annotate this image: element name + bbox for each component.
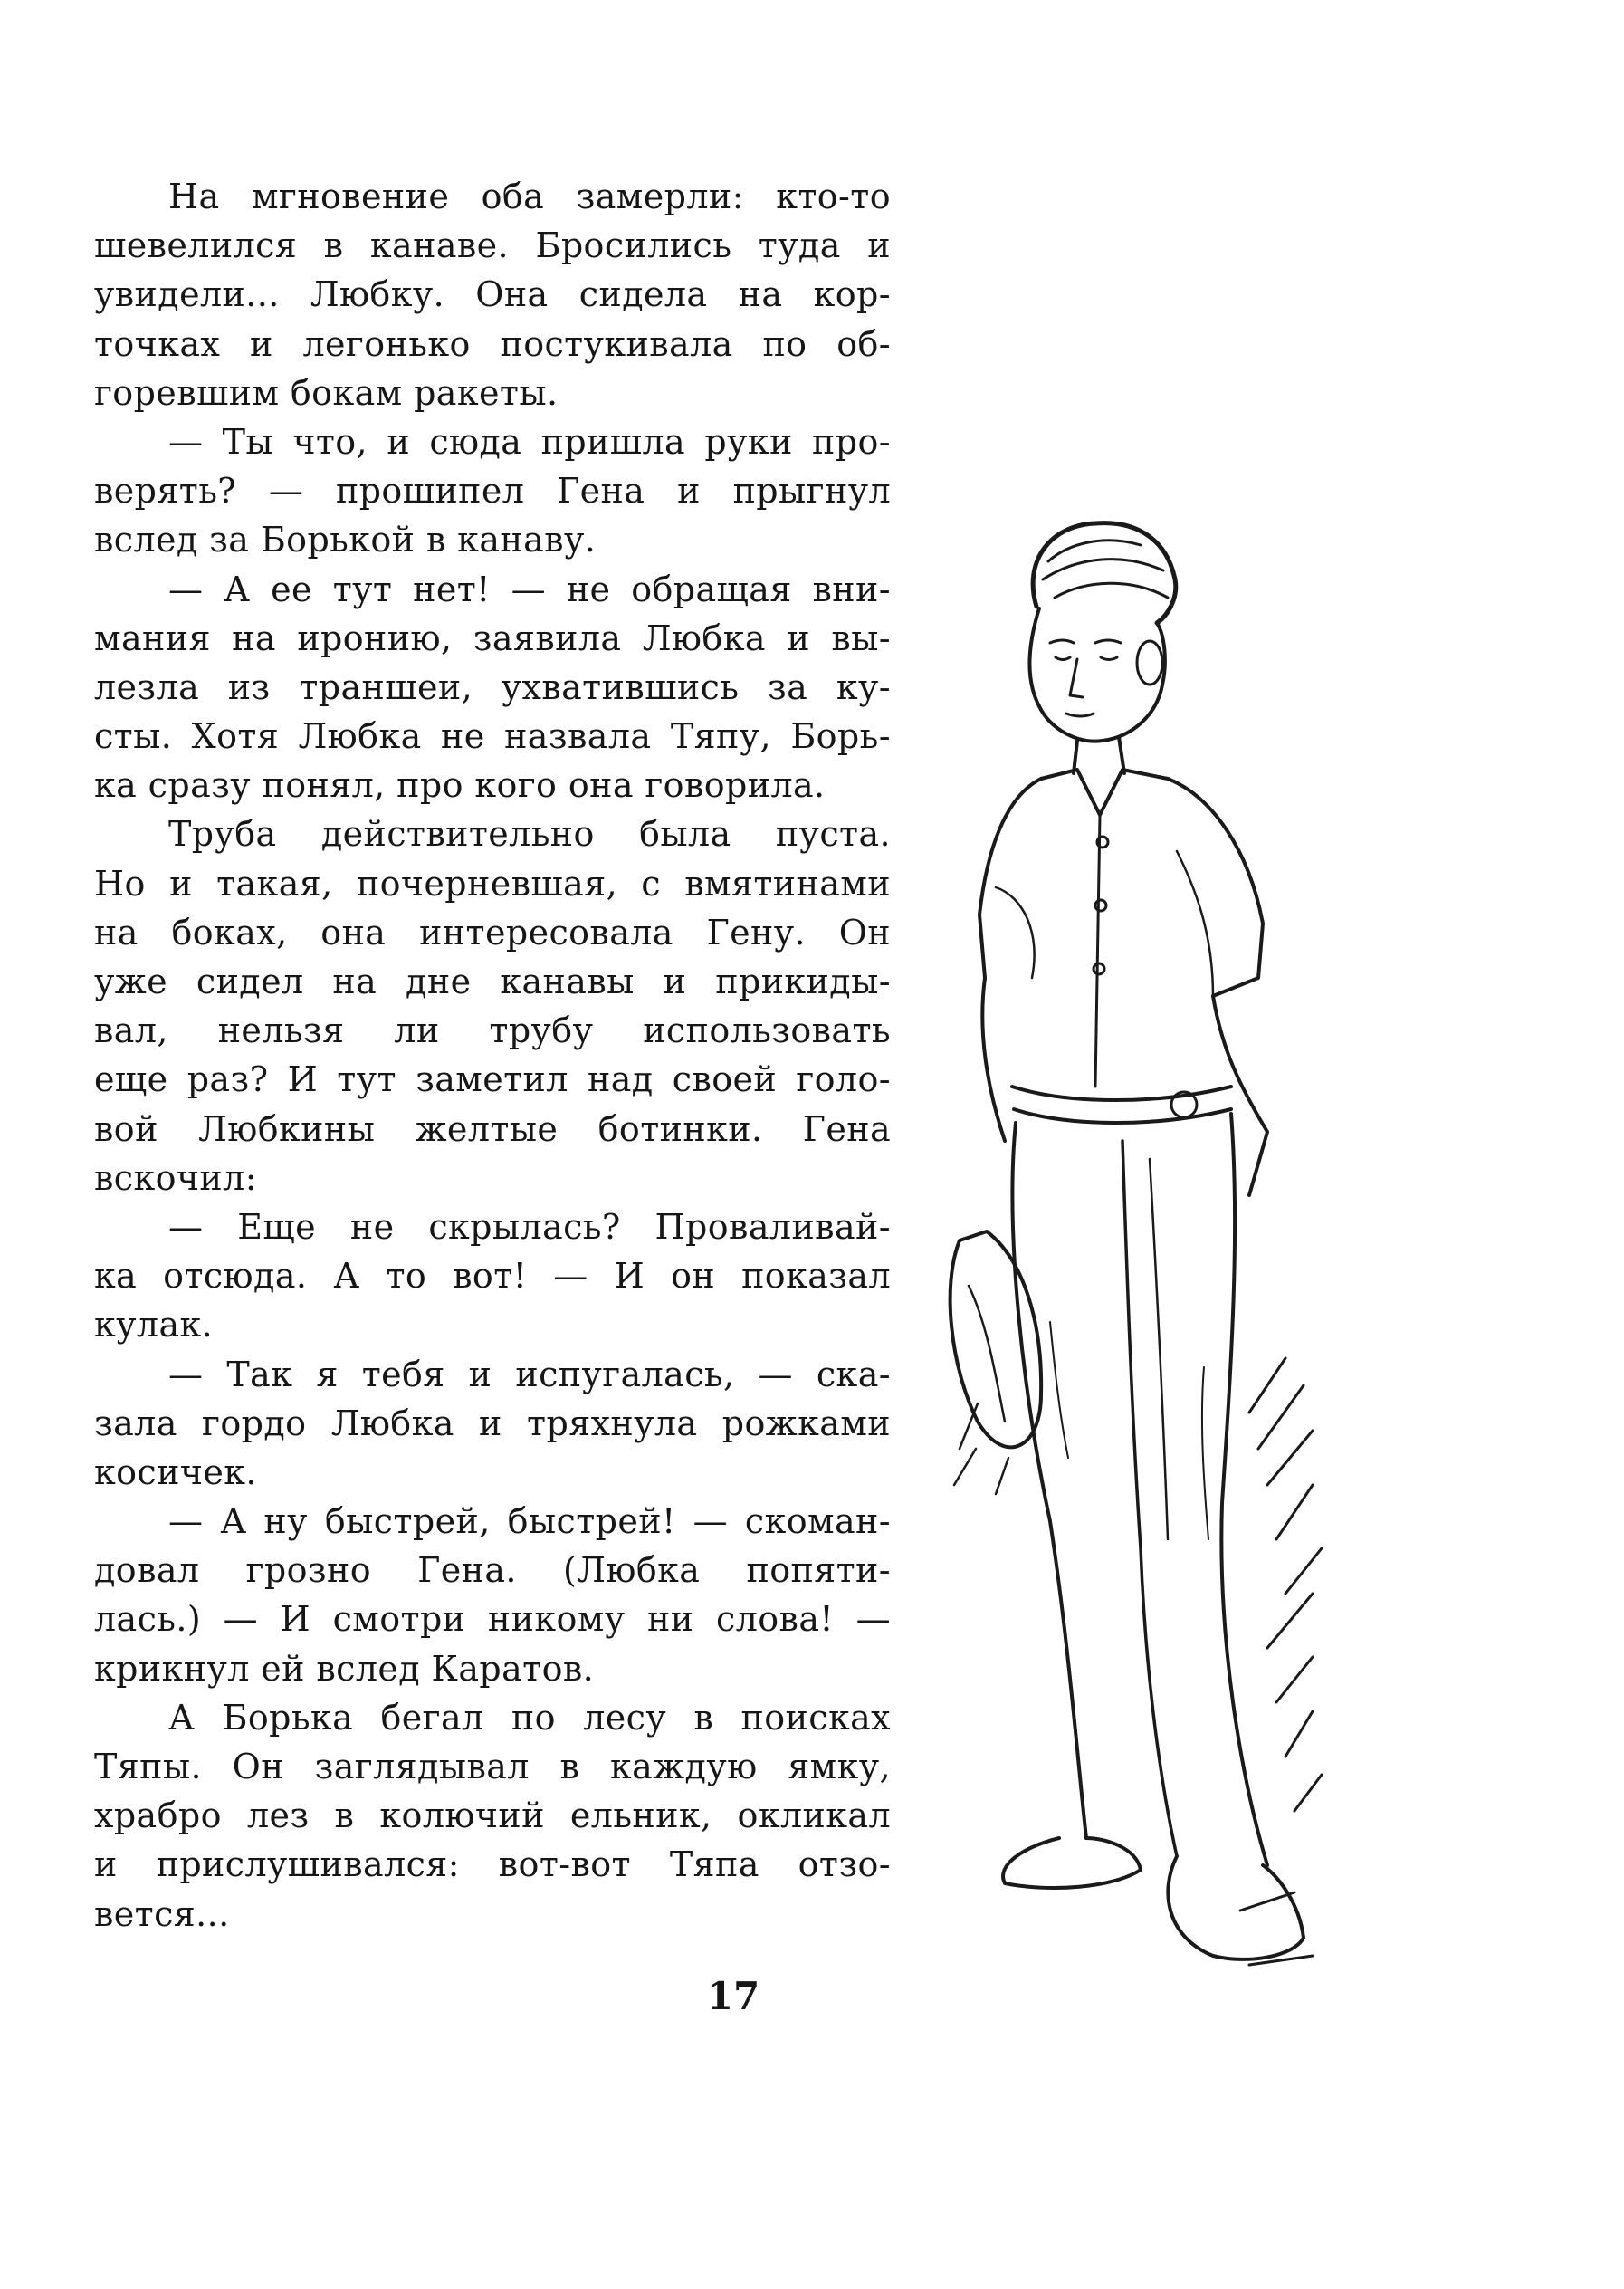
text-line: вслед за Борькой в канаву. [94, 520, 597, 560]
text-line: ка отсюда. А то вот! — И он показал [94, 1256, 891, 1297]
text-line: вется... [94, 1893, 230, 1934]
text-line: Но и такая, почерневшая, с вмятинами [94, 863, 891, 904]
text-line: косичек. [94, 1451, 257, 1492]
text-line: лась.) — И смотри никому ни слова! — [94, 1599, 891, 1640]
text-line: верять? — прошипел Гена и прыгнул [94, 471, 891, 512]
text-line: довал грозно Гена. (Любка попяти- [94, 1550, 891, 1591]
text-line: вскочил: [94, 1157, 257, 1198]
text-line: — А ну быстрей, быстрей! — скоман- [168, 1501, 891, 1542]
text-line: мания на иронию, заявила Любка и вы- [94, 618, 891, 658]
text-line: кулак. [94, 1305, 214, 1346]
text-line: храбро лез в колючий ельник, окликал [94, 1796, 891, 1836]
text-line: Тяпы. Он заглядывал в каждую ямку, [94, 1747, 891, 1786]
text-line: На мгновение оба замерли: кто-то [168, 177, 891, 216]
page-number: 17 [706, 1974, 760, 2018]
text-line: Труба действительно была пуста. [168, 814, 891, 855]
text-line: ка сразу понял, про кого она говорила. [94, 765, 826, 806]
text-line: горевшим бокам ракеты. [94, 372, 559, 413]
text-line: — Ты что, и сюда пришла руки про- [168, 421, 891, 462]
text-line: — А ее тут нет! — не обращая вни- [168, 569, 891, 609]
text-line: лезла из траншеи, ухватившись за ку- [94, 666, 891, 707]
boy-illustration [941, 507, 1340, 2046]
text-line: уже сидел на дне канавы и прикиды- [94, 962, 891, 1001]
text-line: на боках, она интересовала Гену. Он [94, 912, 891, 953]
text-line: еще раз? И тут заметил над своей голо- [94, 1059, 891, 1100]
text-line: шевелился в канаве. Бросились туда и [94, 225, 891, 266]
text-line: точках и легонько постукивала по об- [94, 323, 891, 364]
text-line: А Борька бегал по лесу в поисках [168, 1697, 891, 1738]
text-line: — Так я тебя и испугалась, — ска- [168, 1354, 891, 1394]
text-line: и прислушивался: вот-вот Тяпа отзо- [94, 1844, 891, 1885]
text-line: вал, нельзя ли трубу использовать [94, 1010, 891, 1051]
text-line: крикнул ей вслед Каратов. [94, 1648, 595, 1689]
text-line: вой Любкины желтые ботинки. Гена [94, 1108, 891, 1149]
body-text [94, 172, 891, 1939]
text-line: зала гордо Любка и тряхнула рожками [94, 1403, 891, 1443]
text-line: сты. Хотя Любка не назвала Тяпу, Борь- [94, 716, 891, 757]
text-line: — Еще не скрылась? Проваливай- [168, 1206, 891, 1247]
text-line: увидели... Любку. Она сидела на кор- [94, 274, 891, 315]
